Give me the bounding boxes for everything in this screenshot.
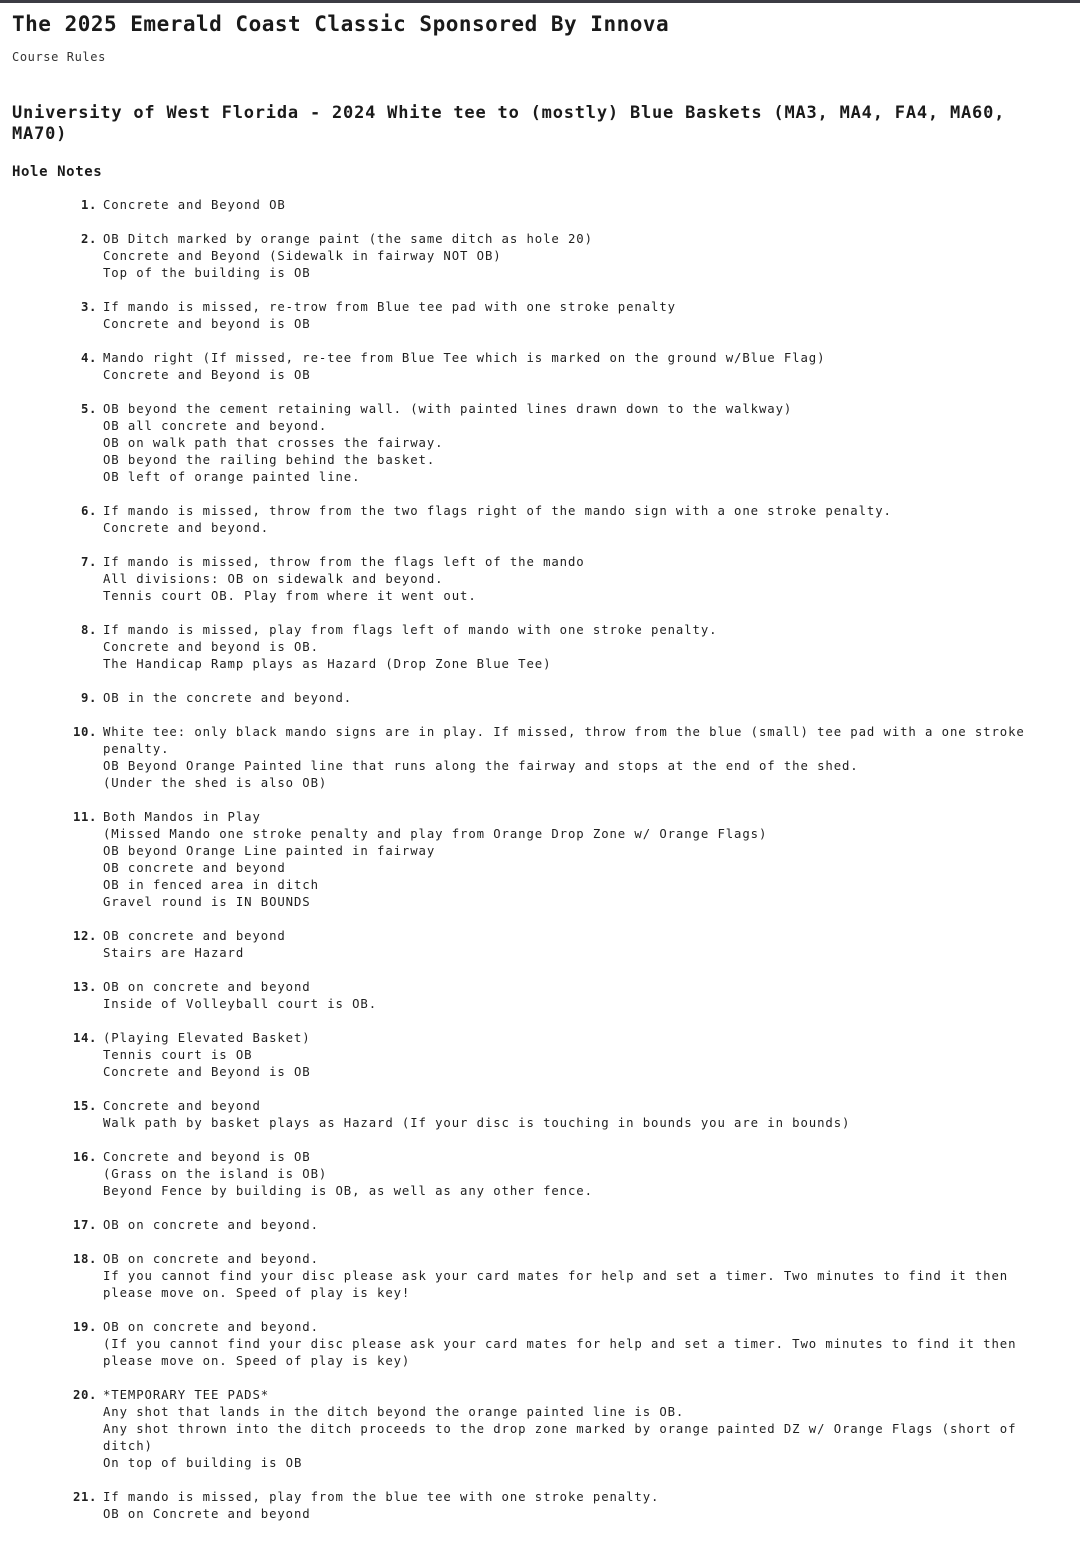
hole-number: 20. [72,1388,97,1402]
hole-number: 21. [72,1490,97,1504]
top-border [0,0,1080,3]
hole-note-line: If mando is missed, play from flags left of mando with one stroke penalty. [103,623,718,637]
hole-note-item [0,231,1080,282]
hole-note-line: Stairs are Hazard [103,946,245,960]
hole-note-line: OB beyond the cement retaining wall. (with painted lines drawn down to the walkway) [103,402,793,416]
hole-note-line: Top of the building is OB [103,266,311,280]
hole-note-line: Concrete and beyond is OB [103,1150,311,1164]
hole-number: 5. [80,402,97,416]
hole-note-item [0,554,1080,605]
hole-note-item [0,928,1080,962]
hole-note-line: Any shot that lands in the ditch beyond the orange painted line is OB. [103,1405,685,1419]
hole-note-line: The Handicap Ramp plays as Hazard (Drop Zone Blue Tee) [103,657,552,671]
hole-note-line: OB left of orange painted line. [103,470,361,484]
hole-number: 14. [72,1031,97,1045]
hole-number: 2. [80,232,97,246]
hole-note-line: (Missed Mando one stroke penalty and play from Orange Drop Zone w/ Orange Flags) [103,827,768,841]
hole-number: 16. [72,1150,97,1164]
hole-note-line: If mando is missed, play from the blue tee with one stroke penalty. [103,1490,660,1504]
hole-note-line: Concrete and beyond. [103,521,270,535]
hole-note-item [0,1030,1080,1081]
hole-note-line: Both Mandos in Play [103,810,261,824]
hole-note-item [0,350,1080,384]
hole-note-item [0,1489,1080,1523]
hole-note-line: Concrete and beyond is OB. [103,640,319,654]
hole-note-line: Concrete and Beyond (Sidewalk in fairway NOT OB) [103,249,502,263]
hole-note-line: Concrete and Beyond is OB [103,1065,311,1079]
hole-note-line: OB concrete and beyond [103,929,286,943]
hole-note-line: All divisions: OB on sidewalk and beyond. [103,572,444,586]
hole-note-line: On top of building is OB [103,1456,303,1470]
hole-note-line: OB Ditch marked by orange paint (the same ditch as hole 20) [103,232,593,246]
hole-note-item [0,503,1080,537]
hole-note-line: OB on concrete and beyond. [103,1320,319,1334]
hole-note-line: OB on walk path that crosses the fairway. [103,436,444,450]
hole-number: 15. [72,1099,97,1113]
hole-number: 11. [72,810,97,824]
hole-notes-heading: Hole Notes [12,164,103,180]
hole-note-line: (Under the shed is also OB) [103,776,328,790]
hole-note-line: Beyond Fence by building is OB, as well as any other fence. [103,1184,593,1198]
hole-note-line: Walk path by basket plays as Hazard (If your disc is touching in bounds you are in bounds) [103,1116,851,1130]
page-title: The 2025 Emerald Coast Classic Sponsored By Innova [12,12,670,36]
hole-note-line: (Grass on the island is OB) [103,1167,328,1181]
hole-number: 18. [72,1252,97,1266]
hole-note-line: Concrete and Beyond is OB [103,368,311,382]
hole-note-line: Any shot thrown into the ditch proceeds to the drop zone marked by orange painted DZ w/ Orange Flags (short of ditch) [103,1422,1025,1453]
hole-note-line: OB concrete and beyond [103,861,286,875]
hole-note-line: OB beyond the railing behind the basket. [103,453,436,467]
hole-note-line: Concrete and beyond [103,1099,261,1113]
hole-note-line: OB all concrete and beyond. [103,419,328,433]
hole-number: 12. [72,929,97,943]
hole-note-item [0,1149,1080,1200]
hole-note-line: OB beyond Orange Line painted in fairway [103,844,436,858]
hole-note-line: White tee: only black mando signs are in play. If missed, throw from the blue (small) tee pad with a one stroke penalty. [103,725,1033,756]
hole-number: 7. [80,555,97,569]
hole-number: 10. [72,725,97,739]
hole-note-item [0,809,1080,911]
hole-number: 4. [80,351,97,365]
hole-note-line: *TEMPORARY TEE PADS* [103,1388,270,1402]
hole-number: 9. [80,691,97,705]
hole-note-line: OB on Concrete and beyond [103,1507,311,1521]
hole-number: 3. [80,300,97,314]
hole-note-item [0,197,1080,214]
hole-note-item [0,690,1080,707]
hole-note-item [0,1319,1080,1370]
page-subtitle: Course Rules [12,50,106,64]
hole-number: 1. [80,198,97,212]
hole-note-item [0,1251,1080,1302]
hole-note-line: Inside of Volleyball court is OB. [103,997,378,1011]
hole-note-line: OB Beyond Orange Painted line that runs along the fairway and stops at the end of the shed. [103,759,859,773]
hole-note-item [0,1098,1080,1132]
hole-number: 13. [72,980,97,994]
hole-note-line: OB on concrete and beyond. [103,1218,319,1232]
hole-note-line: Concrete and beyond is OB [103,317,311,331]
hole-note-line: Gravel round is IN BOUNDS [103,895,311,909]
hole-note-line: If mando is missed, re-trow from Blue tee pad with one stroke penalty [103,300,676,314]
hole-note-line: OB on concrete and beyond [103,980,311,994]
hole-note-line: Tennis court is OB [103,1048,253,1062]
hole-number: 6. [80,504,97,518]
hole-note-item [0,622,1080,673]
hole-notes-list [0,197,1080,1540]
hole-number: 8. [80,623,97,637]
hole-note-item [0,1387,1080,1472]
hole-note-line: OB on concrete and beyond. [103,1252,319,1266]
hole-note-line: Mando right (If missed, re-tee from Blue Tee which is marked on the ground w/Blue Flag) [103,351,826,365]
hole-note-item [0,979,1080,1013]
hole-note-item [0,299,1080,333]
hole-note-line: Concrete and Beyond OB [103,198,286,212]
hole-note-line: Tennis court OB. Play from where it went out. [103,589,477,603]
hole-note-item [0,401,1080,486]
hole-note-line: OB in the concrete and beyond. [103,691,353,705]
hole-note-line: If mando is missed, throw from the two flags right of the mando sign with a one stroke penalty. [103,504,892,518]
hole-note-line: If mando is missed, throw from the flags left of the mando [103,555,585,569]
hole-note-line: (If you cannot find your disc please ask your card mates for help and set a timer. Two minutes to find it then please move on. Speed of play is key) [103,1337,1025,1368]
course-heading: University of West Florida - 2024 White tee to (mostly) Blue Baskets (MA3, MA4, FA4, MA60, MA70) [12,103,1006,144]
hole-number: 19. [72,1320,97,1334]
hole-note-item [0,1217,1080,1234]
hole-note-line: OB in fenced area in ditch [103,878,319,892]
hole-note-item [0,724,1080,792]
hole-number: 17. [72,1218,97,1232]
hole-note-line: If you cannot find your disc please ask your card mates for help and set a timer. Two minutes to find it then please move on. Speed of play is key! [103,1269,1017,1300]
hole-note-line: (Playing Elevated Basket) [103,1031,311,1045]
